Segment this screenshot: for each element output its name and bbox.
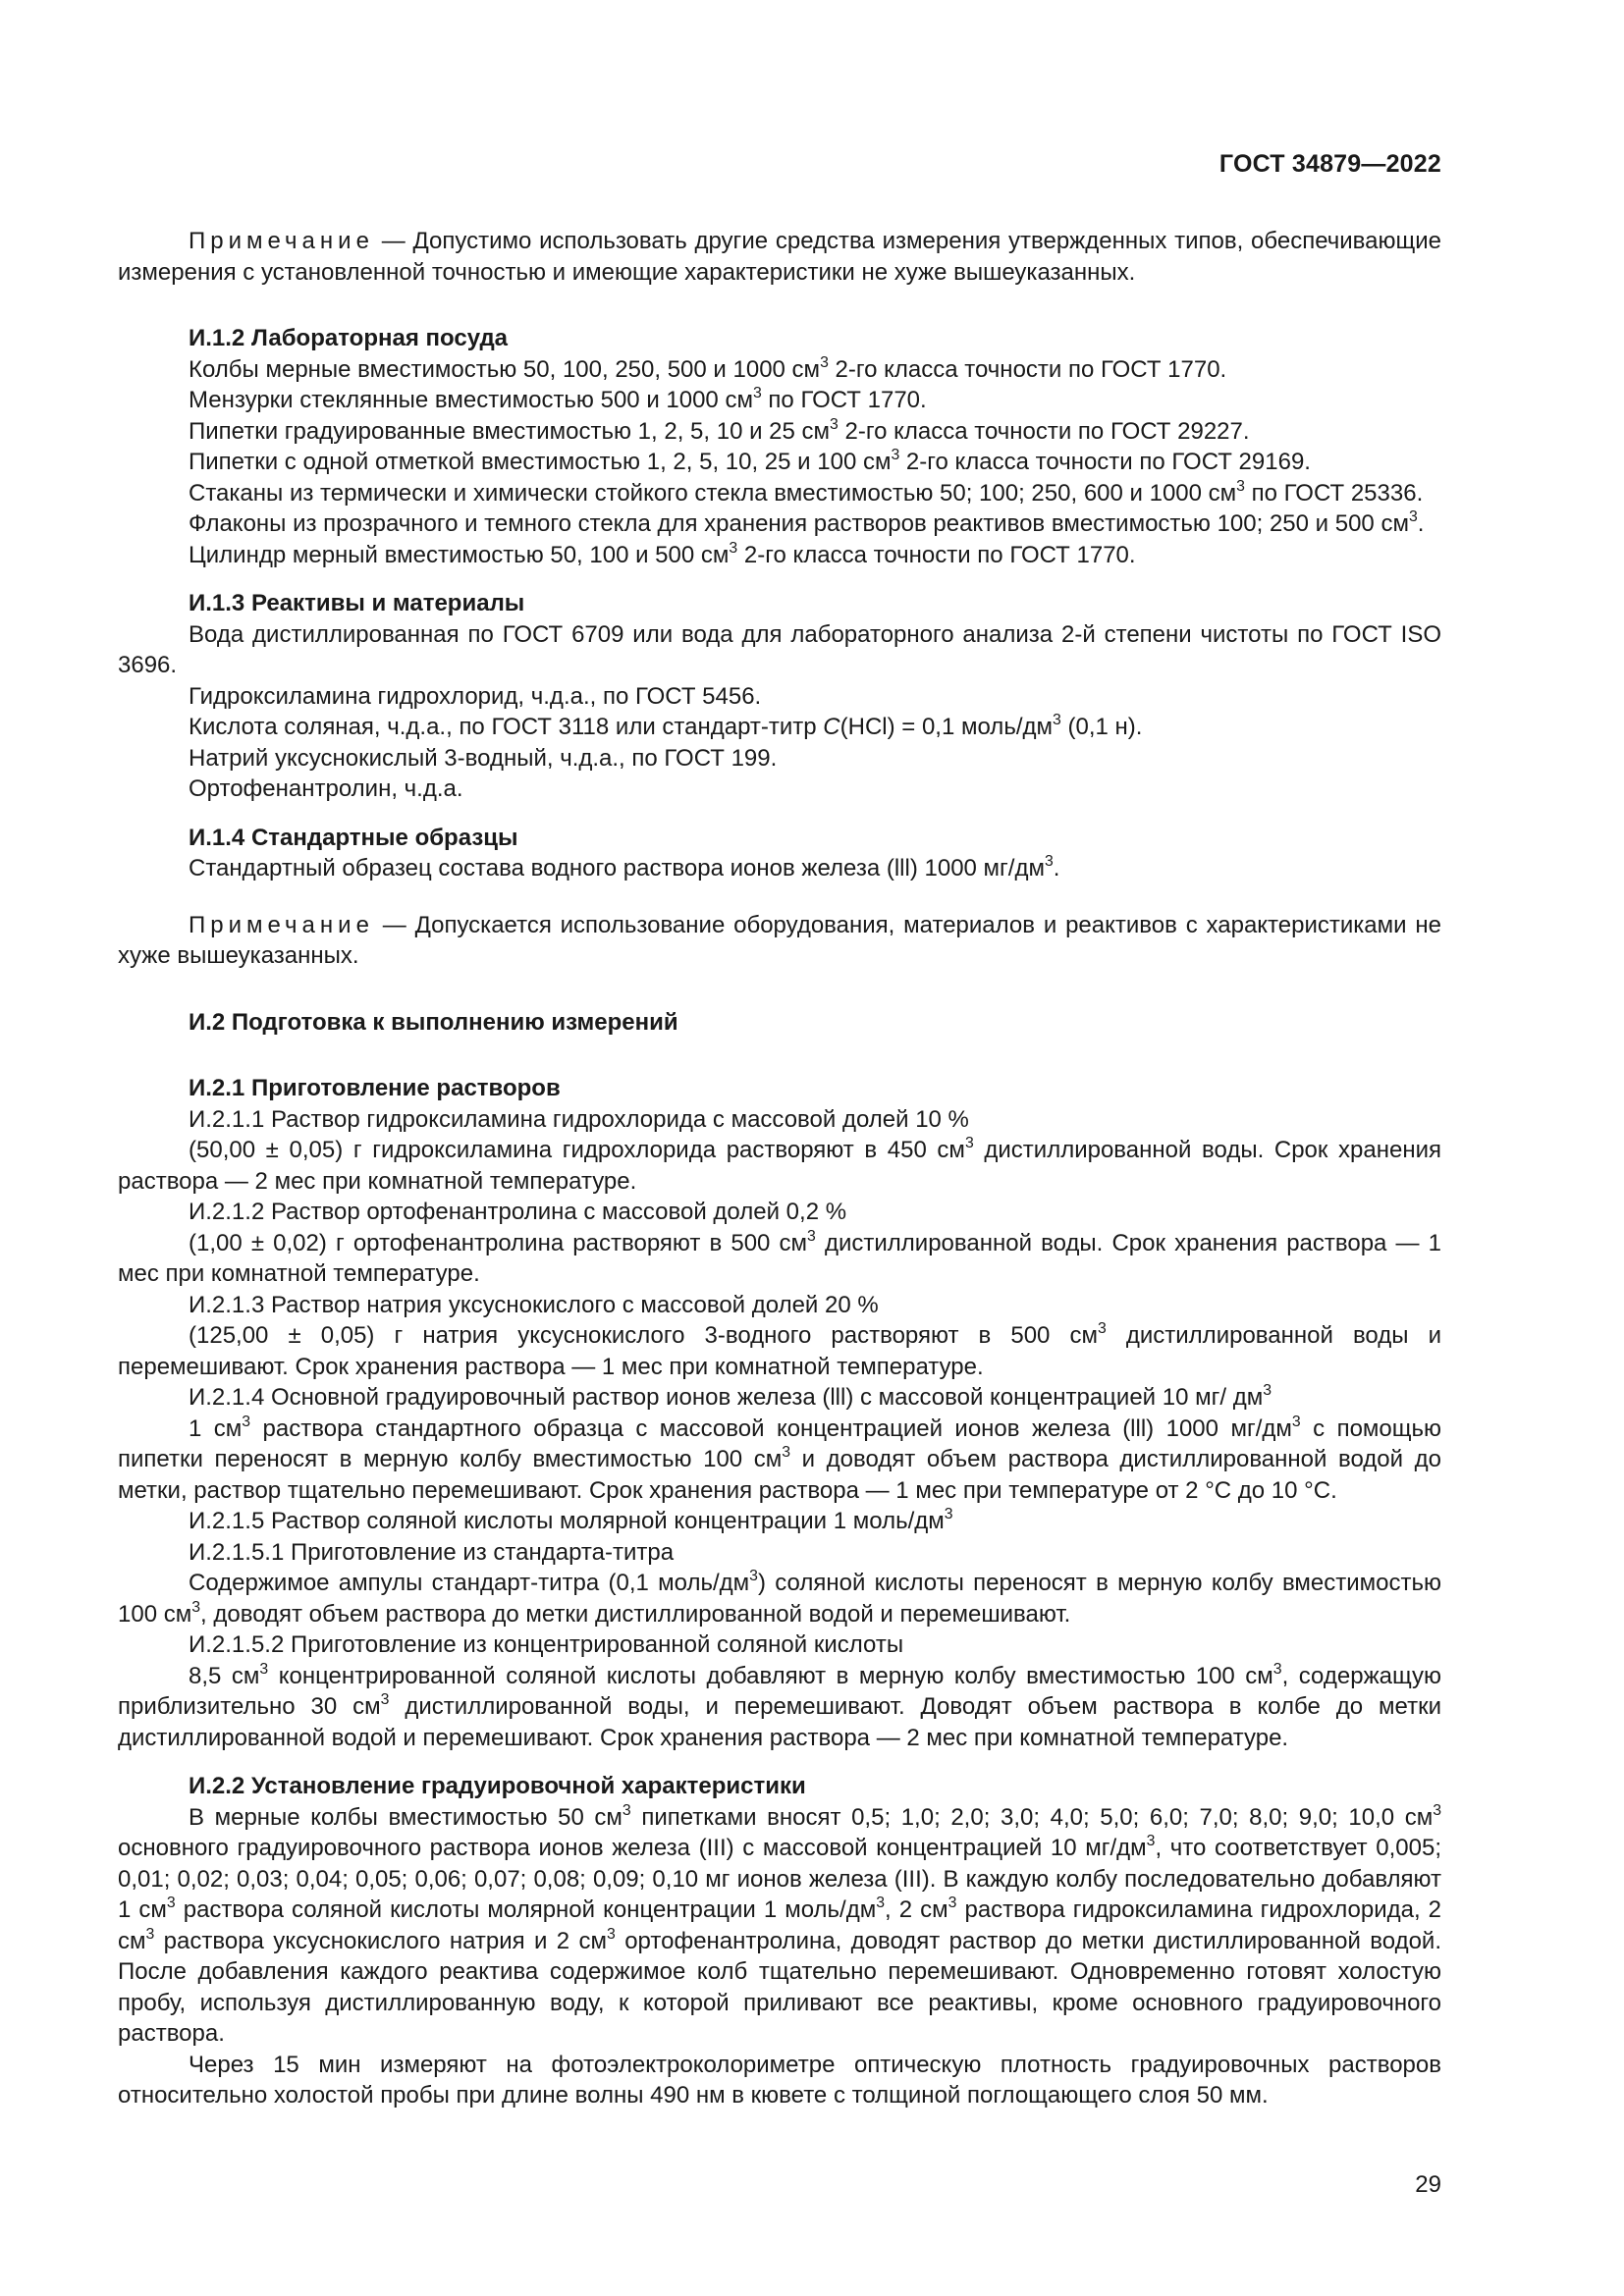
- subsection-title: И.2.1.5 Раствор соляной кислоты молярной концентрации 1 моль/$дм^3$: [189, 1506, 953, 1534]
- section-heading: И.1.2 Лабораторная посуда: [189, 325, 509, 351]
- paragraph: Ортофенантролин, ч.д.а.: [189, 775, 463, 802]
- paragraph: Мензурки стеклянные вместимостью 500 и 1000 $см^3$ по ГОСТ 1770.: [189, 385, 927, 413]
- note-1: [118, 226, 1441, 288]
- section-heading: И.1.3 Реактивы и материалы: [189, 590, 525, 616]
- subsection-title: И.2.1.2 Раствор ортофенантролина с массовой долей 0,2 %: [189, 1199, 847, 1225]
- paragraph: Через 15 мин измеряют на фотоэлектроколориметре оптическую плотность градуировочных растворов относительно холостой пробы при длине волны 490 нм в кювете с толщиной поглощающего слоя 50 мм.: [118, 2051, 1441, 2109]
- paragraph: 8,5 $см^3$ концентрированной соляной кислоты добавляют в мерную колбу вместимостью 100 $см^3$, содержащую приблизительно 30 $см^3$ дистиллированной воды, и перемешивают. Доводят объем раствора в колбе до метки дистиллированной водой и перемешивают. Срок хранения раствора — 2 мес при комнатной температуре.: [118, 1660, 1441, 1751]
- page-number: 29: [1415, 2171, 1441, 2198]
- paragraph: Флаконы из прозрачного и темного стекла для хранения растворов реактивов вместимостью 100; 250 и 500 $см^3$.: [189, 508, 1425, 537]
- paragraph: Колбы мерные вместимостью 50, 100, 250, 500 и 1000 $см^3$ 2-го класса точности по ГОСТ 1770.: [189, 353, 1227, 383]
- paragraph: 1 $см^3$ раствора стандартного образца с массовой концентрацией ионов железа (lll) 1000 $мг/дм^3$ с помощью пипетки переносят в мерную колбу вместимостью 100 $см^3$ и доводят объем раствора дистиллированной водой до метки, раствор тщательно перемешивают. Срок хранения раствора — 1 мес при температуре от 2 °С до 10 °С.: [118, 1413, 1442, 1504]
- paragraph: (50,00 ± 0,05) г гидроксиламина гидрохлорида растворяют в 450 $см^3$ дистиллированной воды. Срок хранения раствора — 2 мес при комнатной температуре.: [118, 1135, 1441, 1195]
- paragraph: Стаканы из термически и химически стойкого стекла вместимостью 50; 100; 250, 600 и 1000 $см^3$ по ГОСТ 25336.: [189, 477, 1424, 507]
- document-body: [118, 226, 1441, 2111]
- paragraph: Пипетки градуированные вместимостью 1, 2, 5, 10 и 25 $см^3$ 2-го класса точности по ГОСТ 29227.: [189, 415, 1250, 445]
- section-heading: И.2.2 Установление градуировочной характеристики: [189, 1773, 806, 1799]
- paragraph: Вода дистиллированная по ГОСТ 6709 или вода для лабораторного анализа 2-й степени чистоты по ГОСТ ISO 3696.: [118, 620, 1441, 678]
- paragraph: Кислота соляная, ч.д.а., по ГОСТ 3118 или стандарт-титр C(HCl) = 0,1 моль/$дм^3$ (0,1 н).: [189, 712, 1143, 740]
- section-heading: И.1.4 Стандартные образцы: [189, 824, 518, 851]
- note-label: Примечание: [189, 911, 374, 938]
- section-heading: И.2 Подготовка к выполнению измерений: [189, 1008, 678, 1036]
- paragraph: Пипетки с одной отметкой вместимостью 1, 2, 5, 10, 25 и 100 $см^3$ 2-го класса точности по ГОСТ 29169.: [189, 447, 1311, 475]
- section-heading: И.2.1 Приготовление растворов: [189, 1075, 561, 1101]
- paragraph: Натрий уксуснокислый 3-водный, ч.д.а., по ГОСТ 199.: [189, 744, 778, 772]
- paragraph: В мерные колбы вместимостью 50 $см^3$ пипетками вносят 0,5; 1,0; 2,0; 3,0; 4,0; 5,0; 6,0; 7,0; 8,0; 9,0; 10,0 $см^3$ основного градуировочного раствора ионов железа (III) с массовой концентрацией 10 $мг/дм^3$, что соответствует 0,005; 0,01; 0,02; 0,03; 0,04; 0,05; 0,06; 0,07; 0,08; 0,09; 0,10 мг ионов железа (III). В каждую колбу последовательно добавляют 1 $см^3$ раствора соляной кислоты молярной концентрации 1 моль/$дм^3$, 2 $см^3$ раствора гидроксиламина гидрохлорида, 2 $см^3$ раствора уксуснокислого натрия и 2 $см^3$ ортофенантролина, доводят раствор до метки дистиллированной водой. После добавления каждого реактива содержимое колб тщательно перемешивают. Одновременно готовят холостую пробу, используя дистиллированную воду, к которой приливают все реактивы, кроме основного градуировочного раствора.: [118, 1801, 1442, 2047]
- paragraph: (1,00 ± 0,02) г ортофенантролина растворяют в 500 $см^3$ дистиллированной воды. Срок хранения раствора — 1 мес при комнатной температуре.: [118, 1227, 1441, 1287]
- subsection-title: И.2.1.5.1 Приготовление из стандарта-титра: [189, 1538, 675, 1566]
- subsection-title: И.2.1.4 Основной градуировочный раствор ионов железа (lll) с массовой концентрацией 10 мг/ $дм^3$: [189, 1382, 1272, 1411]
- paragraph: (125,00 ± 0,05) г натрия уксуснокислого 3-водного растворяют в 500 $см^3$ дистиллированной воды и перемешивают. Срок хранения раствора — 1 мес при комнатной температуре.: [118, 1320, 1441, 1380]
- paragraph: Гидроксиламина гидрохлорид, ч.д.а., по ГОСТ 5456.: [189, 682, 762, 710]
- subsection-title: И.2.1.3 Раствор натрия уксуснокислого с массовой долей 20 %: [189, 1291, 879, 1318]
- note-2: [118, 910, 1441, 972]
- note-label: Примечание: [189, 228, 374, 254]
- subsection-title: И.2.1.1 Раствор гидроксиламина гидрохлорида с массовой долей 10 %: [189, 1105, 969, 1133]
- paragraph: Цилиндр мерный вместимостью 50, 100 и 500 $см^3$ 2-го класса точности по ГОСТ 1770.: [189, 539, 1136, 568]
- note-text: — Допустимо использовать другие средства измерения утвержденных типов, обеспечивающие измерения с установленной точностью и имеющие характеристики не хуже вышеуказанных.: [118, 228, 1441, 286]
- note-text: — Допускается использование оборудования, материалов и реактивов с характеристиками не хуже вышеуказанных.: [118, 911, 1441, 969]
- paragraph: Стандартный образец состава водного раствора ионов железа (lll) 1000 $мг/дм^3$.: [189, 853, 1060, 881]
- document-header: ГОСТ 34879—2022: [1218, 150, 1441, 178]
- paragraph: Содержимое ампулы стандарт-титра (0,1 моль/$дм^3$) соляной кислоты переносят в мерную колбу вместимостью 100 $см^3$, доводят объем раствора до метки дистиллированной водой и перемешивают.: [118, 1568, 1442, 1628]
- subsection-title: И.2.1.5.2 Приготовление из концентрированной соляной кислоты: [189, 1631, 904, 1658]
